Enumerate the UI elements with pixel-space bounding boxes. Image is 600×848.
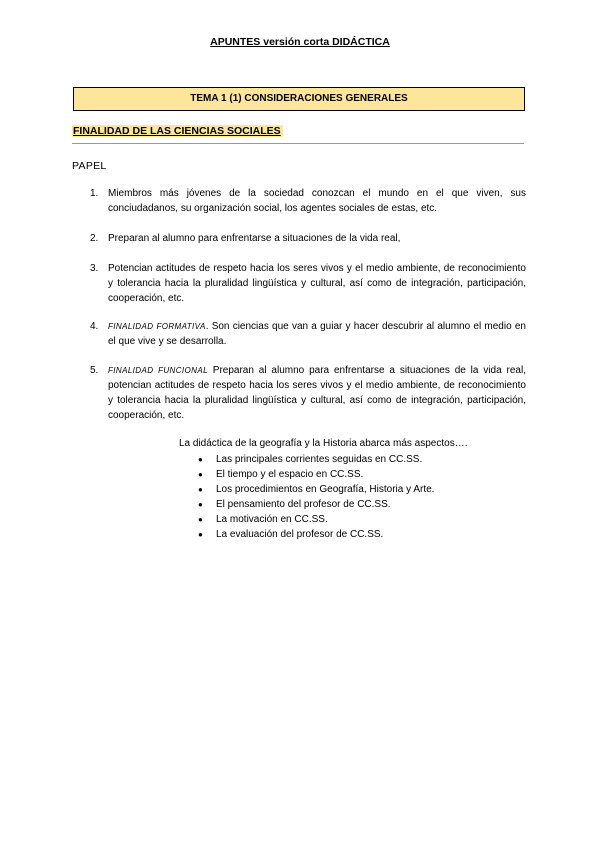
- list-item-text: Potencian actitudes de respeto hacia los seres vivos y el medio ambiente, de reconocimiento y tolerancia hacia la pluralidad lingüística y cultural, así como de integración, participación, cooperación, etc.: [108, 263, 526, 304]
- list-item-text: . Son ciencias que van a guiar y hacer descubrir al alumno el medio en el que vive y se desarrolla.: [108, 321, 526, 347]
- list-item: [90, 261, 526, 306]
- bullet-item: ● El tiempo y el espacio en CC.SS.: [198, 467, 434, 482]
- list-item-number: 4.: [90, 321, 99, 332]
- list-item-number: 5.: [90, 365, 99, 376]
- aspects-intro: La didáctica de la geografía y la Historia abarca más aspectos….: [179, 438, 468, 449]
- bullet-item: ● La motivación en CC.SS.: [198, 512, 434, 527]
- bullet-item: ● Las principales corrientes seguidas en CC.SS.: [198, 452, 434, 467]
- list-item: [90, 319, 526, 349]
- document-title: APUNTES versión corta DIDÁCTICA: [210, 36, 390, 48]
- list-item-text: Preparan al alumno para enfrentarse a situaciones de la vida real, potencian actitudes de respeto hacia los seres vivos y el medio ambiente, de reconocimiento y tolerancia hacia la pluralidad lingüística y cultural, así como de integración, participación, cooperación, etc.: [108, 365, 526, 421]
- list-item-number: 2.: [90, 233, 99, 244]
- list-item-number: 1.: [90, 188, 99, 199]
- aspects-bullet-list: [198, 452, 434, 542]
- list-item-lead: FINALIDAD FORMATIVA: [108, 322, 206, 331]
- bullet-item: ● Los procedimientos en Geografía, Historia y Arte.: [198, 482, 434, 497]
- bullet-item: ● La evaluación del profesor de CC.SS.: [198, 527, 434, 542]
- section-heading: FINALIDAD DE LAS CIENCIAS SOCIALES: [73, 125, 281, 137]
- tema-title-box: TEMA 1 (1) CONSIDERACIONES GENERALES: [73, 87, 525, 111]
- papel-label: PAPEL: [72, 160, 107, 172]
- list-item: [90, 363, 526, 423]
- section-divider: [72, 143, 524, 144]
- list-item: [90, 186, 526, 216]
- list-item-text: Preparan al alumno para enfrentarse a situaciones de la vida real,: [108, 233, 401, 244]
- bullet-item: ● El pensamiento del profesor de CC.SS.: [198, 497, 434, 512]
- list-item: [90, 231, 526, 246]
- list-item-text: Miembros más jóvenes de la sociedad conozcan el mundo en el que viven, sus conciudadanos, su organización social, los agentes sociales de estas, etc.: [108, 188, 526, 214]
- list-item-lead: FINALIDAD FUNCIONAL: [108, 366, 208, 375]
- list-item-number: 3.: [90, 263, 99, 274]
